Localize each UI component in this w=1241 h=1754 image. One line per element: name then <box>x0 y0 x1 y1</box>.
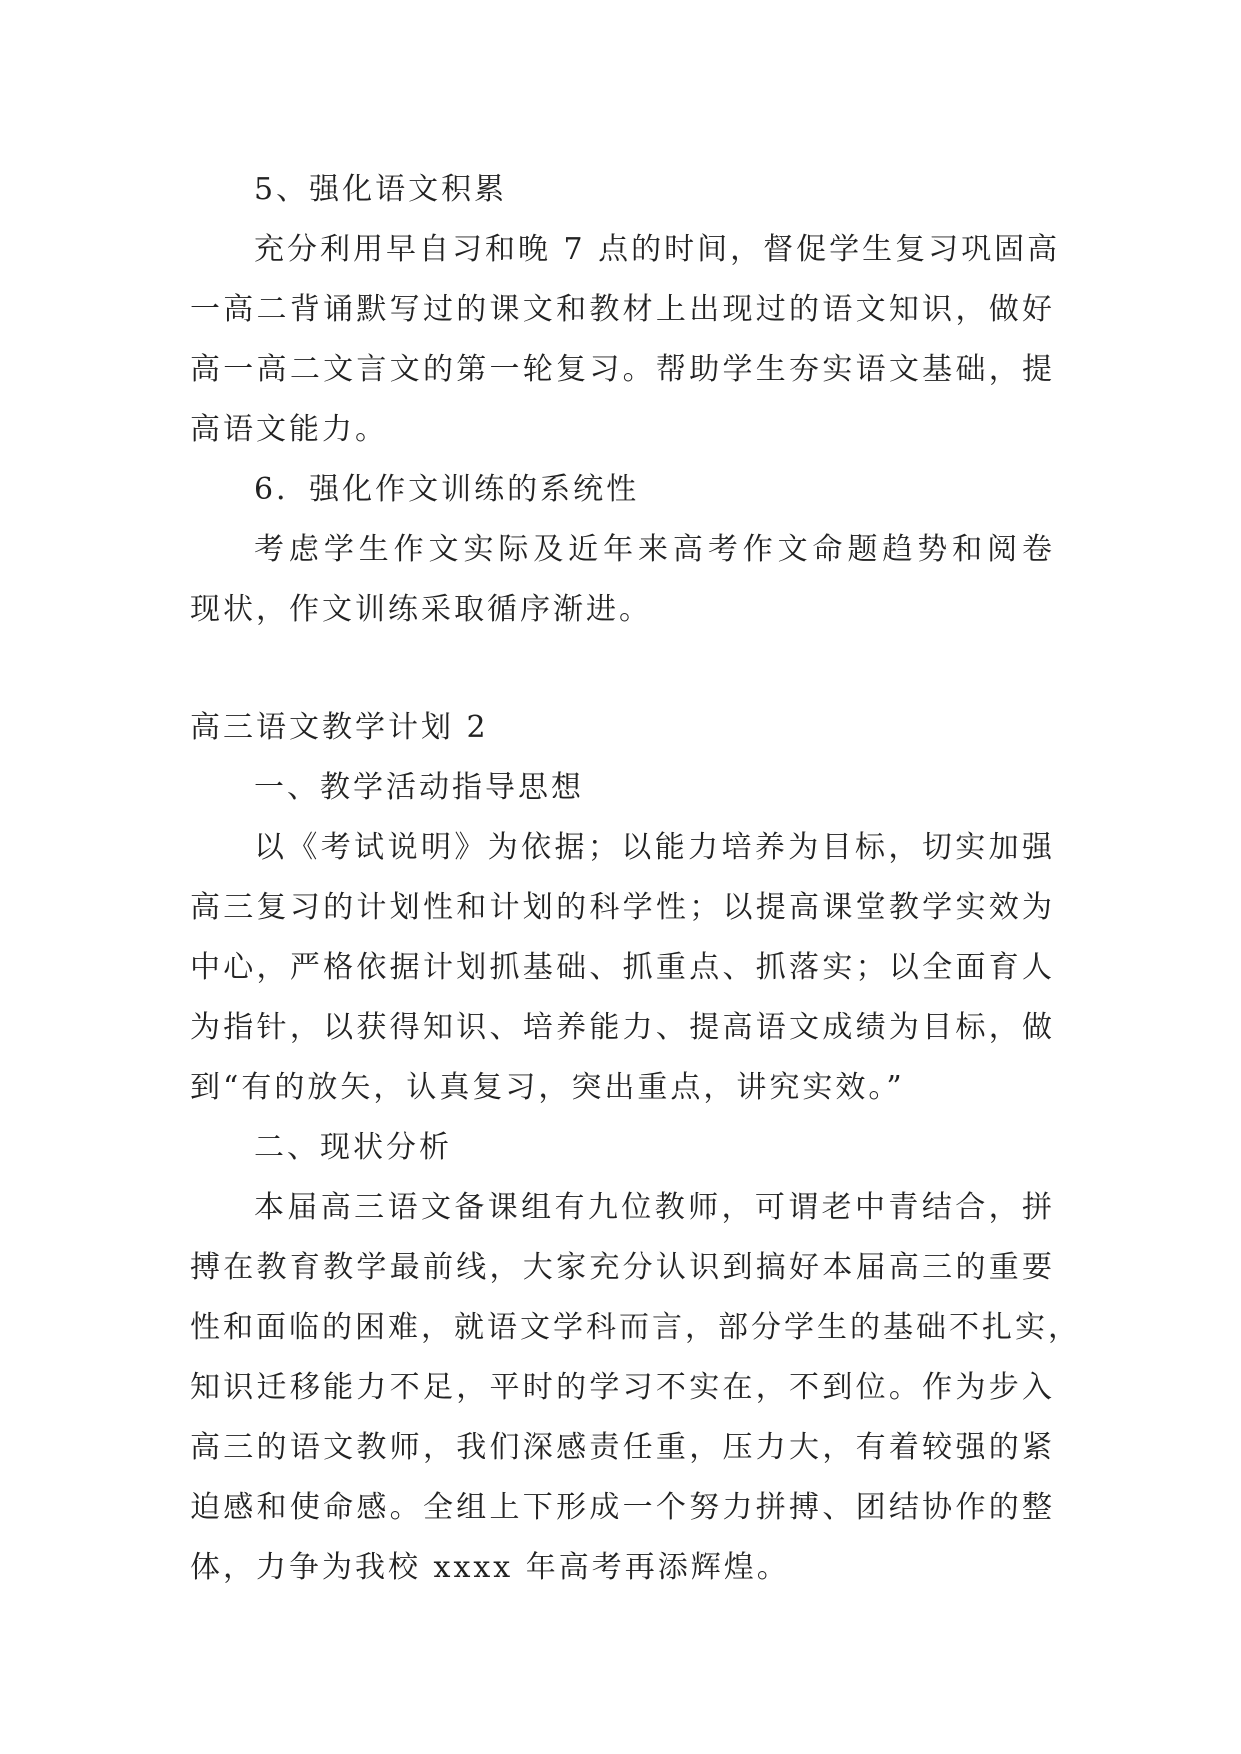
paragraph-line: 高语文能力。 <box>190 412 388 447</box>
section-spacer <box>190 640 1055 698</box>
document-title: 高三语文教学计划 2 <box>190 710 489 745</box>
paragraph-line: 现状，作文训练采取循序渐进。 <box>190 592 652 627</box>
paragraph-line: 到“有的放矢，认真复习，突出重点，讲究实效。” <box>190 1070 905 1105</box>
paragraph-line: 高一高二文言文的第一轮复习。帮助学生夯实语文基础，提 <box>190 352 1055 387</box>
paragraph-line: 一高二背诵默写过的课文和教材上出现过的语文知识，做好 <box>190 292 1055 327</box>
paragraph-line: 体，力争为我校 xxxx 年高考再添辉煌。 <box>190 1550 790 1585</box>
document-page <box>190 160 1081 1598</box>
paragraph-line: 知识迁移能力不足，平时的学习不实在，不到位。作为步入 <box>190 1370 1055 1405</box>
paragraph-line: 高三的语文教师，我们深感责任重，压力大，有着较强的紧 <box>190 1430 1055 1465</box>
paragraph-line: 搏在教育教学最前线，大家充分认识到搞好本届高三的重要 <box>190 1250 1055 1285</box>
paragraph-line: 性和面临的困难，就语文学科而言，部分学生的基础不扎实， <box>190 1310 1081 1345</box>
paragraph-line: 以《考试说明》为依据；以能力培养为目标，切实加强 <box>254 830 1055 865</box>
section-heading-6: 6．强化作文训练的系统性 <box>254 472 640 507</box>
paragraph-line: 本届高三语文备课组有九位教师，可谓老中青结合，拼 <box>254 1190 1055 1225</box>
paragraph-line: 考虑学生作文实际及近年来高考作文命题趋势和阅卷 <box>254 532 1055 567</box>
paragraph-line: 为指针，以获得知识、培养能力、提高语文成绩为目标，做 <box>190 1010 1055 1045</box>
paragraph-line: 迫感和使命感。全组上下形成一个努力拼搏、团结协作的整 <box>190 1490 1055 1525</box>
paragraph-line: 充分利用早自习和晚 7 点的时间，督促学生复习巩固高 <box>254 232 1061 267</box>
paragraph-line: 高三复习的计划性和计划的科学性；以提高课堂教学实效为 <box>190 890 1055 925</box>
paragraph-line: 中心，严格依据计划抓基础、抓重点、抓落实；以全面育人 <box>190 950 1055 985</box>
section-heading-2: 二、现状分析 <box>254 1130 452 1165</box>
section-heading-1: 一、教学活动指导思想 <box>254 770 584 805</box>
section-heading-5: 5、强化语文积累 <box>254 172 508 207</box>
